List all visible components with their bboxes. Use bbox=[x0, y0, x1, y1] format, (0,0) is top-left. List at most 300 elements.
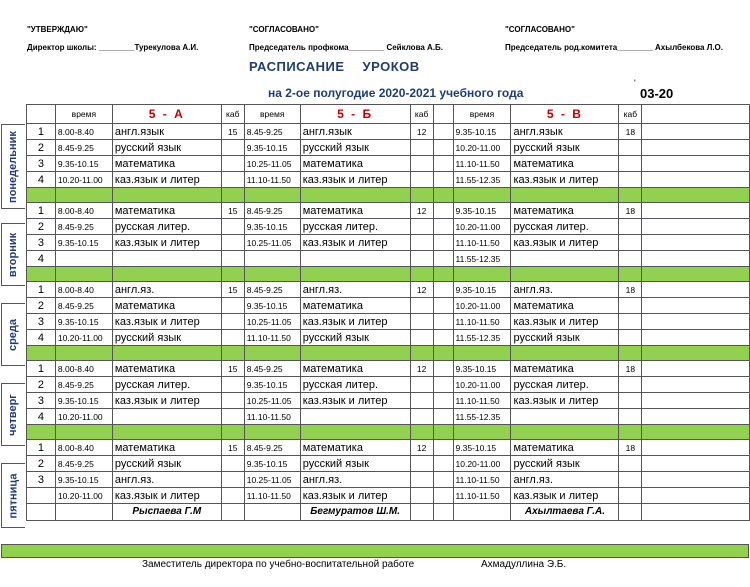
time-a: 8.45-9.25 bbox=[55, 298, 112, 314]
lesson-row bbox=[27, 124, 750, 140]
lesson-number: 4 bbox=[27, 251, 56, 267]
separator-cell bbox=[27, 346, 56, 361]
lesson-row bbox=[27, 172, 750, 188]
subject-a: каз.язык и литер bbox=[112, 488, 221, 504]
gap bbox=[433, 156, 453, 172]
room-b bbox=[410, 140, 433, 156]
separator-cell bbox=[55, 346, 112, 361]
separator-cell bbox=[27, 267, 56, 282]
lesson-row bbox=[27, 251, 750, 267]
room-c bbox=[619, 156, 642, 172]
subject-a: каз.язык и литер bbox=[112, 235, 221, 251]
room-b bbox=[410, 330, 433, 346]
subject-c: англ.яз. bbox=[511, 282, 619, 298]
subject-c: математика bbox=[511, 203, 619, 219]
subject-b: математика bbox=[300, 156, 410, 172]
room-a: 15 bbox=[221, 124, 244, 140]
end bbox=[642, 203, 750, 219]
room-c bbox=[619, 314, 642, 330]
separator-cell bbox=[453, 346, 511, 361]
subject-c: каз.язык и литер bbox=[511, 314, 619, 330]
gap bbox=[433, 298, 453, 314]
separator-cell bbox=[300, 346, 410, 361]
header-class-c: 5 - В bbox=[511, 105, 619, 124]
subject-b: русский язык bbox=[300, 330, 410, 346]
document-code: 03-20 bbox=[640, 86, 674, 101]
footer-name: Ахмадуллина Э.Б. bbox=[481, 559, 567, 570]
time-c: 10.20-11.00 bbox=[453, 219, 511, 235]
subject-a: русский язык bbox=[112, 330, 221, 346]
end bbox=[642, 156, 750, 172]
time-b: 10.25-11.05 bbox=[244, 472, 300, 488]
header-room-b: каб bbox=[410, 105, 433, 124]
room-c: 18 bbox=[619, 124, 642, 140]
end bbox=[642, 409, 750, 425]
separator-cell bbox=[619, 267, 642, 282]
room-b bbox=[410, 298, 433, 314]
agree1-name: Сейклова А.Б. bbox=[386, 43, 444, 52]
separator-cell bbox=[619, 346, 642, 361]
separator-cell bbox=[433, 425, 453, 440]
time-c: 11.10-11.50 bbox=[453, 314, 511, 330]
room-a bbox=[221, 140, 244, 156]
subject-b bbox=[300, 409, 410, 425]
end bbox=[642, 377, 750, 393]
subject-b: русский язык bbox=[300, 456, 410, 472]
room-b bbox=[410, 156, 433, 172]
lesson-row bbox=[27, 472, 750, 488]
lesson-number: 2 bbox=[27, 456, 56, 472]
room-a bbox=[221, 330, 244, 346]
separator-cell bbox=[244, 346, 300, 361]
signature-b: Бегмуратов Ш.М. bbox=[300, 504, 410, 521]
time-b: 9.35-10.15 bbox=[244, 298, 300, 314]
lesson-number: 3 bbox=[27, 156, 56, 172]
separator-cell bbox=[221, 188, 244, 203]
separator-cell bbox=[244, 188, 300, 203]
separator-cell bbox=[619, 425, 642, 440]
subject-a bbox=[112, 409, 221, 425]
room-b: 12 bbox=[410, 440, 433, 456]
room-a bbox=[221, 219, 244, 235]
lesson-number: 2 bbox=[27, 140, 56, 156]
lesson-number: 3 bbox=[27, 472, 56, 488]
approve-name: Турекулова А.И. bbox=[134, 43, 199, 52]
day-label-thu: четверг bbox=[7, 393, 20, 436]
time-b: 10.25-11.05 bbox=[244, 314, 300, 330]
lesson-number: 3 bbox=[27, 235, 56, 251]
separator-cell bbox=[112, 267, 221, 282]
subject-c: русский язык bbox=[511, 140, 619, 156]
day-separator bbox=[27, 188, 750, 203]
time-a bbox=[55, 251, 112, 267]
room-c bbox=[619, 140, 642, 156]
room-b bbox=[410, 251, 433, 267]
subject-c: каз.язык и литер bbox=[511, 393, 619, 409]
time-a: 9.35-10.15 bbox=[55, 235, 112, 251]
lesson-row bbox=[27, 203, 750, 219]
signature-row bbox=[27, 504, 750, 521]
time-b: 10.25-11.05 bbox=[244, 235, 300, 251]
footer-role: Заместитель директора по учебно-воспитательной работе bbox=[142, 559, 415, 570]
time-b: 8.45-9.25 bbox=[244, 203, 300, 219]
end bbox=[642, 172, 750, 188]
separator-cell bbox=[511, 425, 619, 440]
time-b: 11.10-11.50 bbox=[244, 330, 300, 346]
subject-c: математика bbox=[511, 156, 619, 172]
signature-a: Рыспаева Г.М bbox=[112, 504, 221, 521]
lesson-number: 1 bbox=[27, 203, 56, 219]
room-c bbox=[619, 330, 642, 346]
subject-c bbox=[511, 251, 619, 267]
end bbox=[642, 488, 750, 504]
agree1-title: "СОГЛАСОВАНО" bbox=[249, 25, 319, 34]
room-b: 12 bbox=[410, 282, 433, 298]
room-a bbox=[221, 235, 244, 251]
subject-b: каз.язык и литер bbox=[300, 488, 410, 504]
lesson-number: 1 bbox=[27, 440, 56, 456]
header-time-c: время bbox=[453, 105, 511, 124]
header-empty-end bbox=[642, 105, 750, 124]
lesson-row bbox=[27, 298, 750, 314]
separator-cell bbox=[221, 425, 244, 440]
gap bbox=[433, 393, 453, 409]
lesson-number: 4 bbox=[27, 330, 56, 346]
subject-a: математика bbox=[112, 203, 221, 219]
separator-cell bbox=[244, 425, 300, 440]
room-a: 15 bbox=[221, 282, 244, 298]
subject-a: каз.язык и литер bbox=[112, 314, 221, 330]
time-c: 10.20-11.00 bbox=[453, 456, 511, 472]
time-c: 11.55-12.35 bbox=[453, 251, 511, 267]
end bbox=[642, 361, 750, 377]
room-c bbox=[619, 377, 642, 393]
subject-a: русский язык bbox=[112, 140, 221, 156]
gap bbox=[433, 282, 453, 298]
subject-a: англ.яз. bbox=[112, 282, 221, 298]
gap bbox=[433, 330, 453, 346]
lesson-number: 2 bbox=[27, 219, 56, 235]
lesson-row bbox=[27, 330, 750, 346]
separator-cell bbox=[453, 425, 511, 440]
gap bbox=[433, 440, 453, 456]
approve-role: Директор школы: bbox=[27, 43, 97, 52]
lesson-row bbox=[27, 377, 750, 393]
time-b: 10.25-11.05 bbox=[244, 156, 300, 172]
lesson-row bbox=[27, 282, 750, 298]
room-a bbox=[221, 314, 244, 330]
room-a: 15 bbox=[221, 361, 244, 377]
approve-title: "УТВЕРЖДАЮ" bbox=[27, 25, 88, 34]
title-word-1: РАСПИСАНИЕ bbox=[249, 59, 345, 74]
room-b: 12 bbox=[410, 361, 433, 377]
gap bbox=[433, 409, 453, 425]
time-c: 11.10-11.50 bbox=[453, 472, 511, 488]
subject-b: математика bbox=[300, 361, 410, 377]
room-c bbox=[619, 456, 642, 472]
subject-b: математика bbox=[300, 440, 410, 456]
time-a: 10.20-11.00 bbox=[55, 330, 112, 346]
lesson-row bbox=[27, 156, 750, 172]
separator-cell bbox=[300, 425, 410, 440]
day-separator bbox=[27, 267, 750, 282]
subject-c: русская литер. bbox=[511, 377, 619, 393]
subject-a bbox=[112, 251, 221, 267]
lesson-row bbox=[27, 488, 750, 504]
end bbox=[642, 235, 750, 251]
subject-a: математика bbox=[112, 361, 221, 377]
time-a: 8.00-8.40 bbox=[55, 203, 112, 219]
time-b: 9.35-10.15 bbox=[244, 140, 300, 156]
room-c: 18 bbox=[619, 440, 642, 456]
separator-cell bbox=[410, 425, 433, 440]
separator-cell bbox=[433, 346, 453, 361]
lesson-row bbox=[27, 456, 750, 472]
lesson-number: 1 bbox=[27, 282, 56, 298]
page-title bbox=[249, 59, 420, 74]
time-b: 8.45-9.25 bbox=[244, 282, 300, 298]
gap bbox=[433, 456, 453, 472]
lesson-row bbox=[27, 219, 750, 235]
time-b: 11.10-11.50 bbox=[244, 409, 300, 425]
room-c bbox=[619, 472, 642, 488]
separator-cell bbox=[27, 188, 56, 203]
room-a bbox=[221, 393, 244, 409]
time-b: 8.45-9.25 bbox=[244, 124, 300, 140]
time-a: 9.35-10.15 bbox=[55, 314, 112, 330]
gap bbox=[433, 361, 453, 377]
end bbox=[642, 298, 750, 314]
subject-a: каз.язык и литер bbox=[112, 172, 221, 188]
time-c: 11.10-11.50 bbox=[453, 488, 511, 504]
time-c: 9.35-10.15 bbox=[453, 440, 511, 456]
title-word-2: УРОКОВ bbox=[362, 59, 420, 74]
subject-a: математика bbox=[112, 298, 221, 314]
room-c bbox=[619, 219, 642, 235]
room-b bbox=[410, 377, 433, 393]
subject-c: русский язык bbox=[511, 456, 619, 472]
separator-cell bbox=[112, 425, 221, 440]
agree2-title: "СОГЛАСОВАНО" bbox=[505, 25, 575, 34]
room-c: 18 bbox=[619, 282, 642, 298]
subject-a: англ.яз. bbox=[112, 472, 221, 488]
end bbox=[642, 330, 750, 346]
end bbox=[642, 472, 750, 488]
room-a: 15 bbox=[221, 440, 244, 456]
time-b: 9.35-10.15 bbox=[244, 456, 300, 472]
room-a: 15 bbox=[221, 203, 244, 219]
separator-cell bbox=[112, 188, 221, 203]
room-a bbox=[221, 409, 244, 425]
room-b bbox=[410, 393, 433, 409]
subject-c: каз.язык и литер bbox=[511, 172, 619, 188]
gap bbox=[433, 472, 453, 488]
room-b bbox=[410, 488, 433, 504]
gap bbox=[433, 377, 453, 393]
subject-c: русский язык bbox=[511, 330, 619, 346]
time-b: 9.35-10.15 bbox=[244, 219, 300, 235]
separator-cell bbox=[27, 425, 56, 440]
subject-b: русская литер. bbox=[300, 377, 410, 393]
header-time-a: время bbox=[55, 105, 112, 124]
subject-a: русская литер. bbox=[112, 377, 221, 393]
time-c: 9.35-10.15 bbox=[453, 361, 511, 377]
gap bbox=[433, 314, 453, 330]
subject-b: каз.язык и литер bbox=[300, 314, 410, 330]
separator-cell bbox=[619, 188, 642, 203]
lesson-number: 3 bbox=[27, 393, 56, 409]
room-b bbox=[410, 456, 433, 472]
time-c: 10.20-11.00 bbox=[453, 377, 511, 393]
subject-b: англ.яз. bbox=[300, 282, 410, 298]
room-c bbox=[619, 235, 642, 251]
lesson-number: 4 bbox=[27, 172, 56, 188]
time-a: 8.00-8.40 bbox=[55, 361, 112, 377]
time-a: 10.20-11.00 bbox=[55, 172, 112, 188]
time-a: 9.35-10.15 bbox=[55, 156, 112, 172]
room-c bbox=[619, 251, 642, 267]
end bbox=[642, 393, 750, 409]
header-time-b: время bbox=[244, 105, 300, 124]
time-c: 10.20-11.00 bbox=[453, 140, 511, 156]
separator-cell bbox=[642, 188, 750, 203]
room-c bbox=[619, 393, 642, 409]
time-c: 9.35-10.15 bbox=[453, 203, 511, 219]
lesson-number: 2 bbox=[27, 377, 56, 393]
subject-b: англ.язык bbox=[300, 124, 410, 140]
time-c: 9.35-10.15 bbox=[453, 124, 511, 140]
time-c: 11.10-11.50 bbox=[453, 156, 511, 172]
time-b: 10.25-11.05 bbox=[244, 393, 300, 409]
page-subtitle: на 2-ое полугодие 2020-2021 учебного года bbox=[268, 86, 524, 100]
lesson-row bbox=[27, 140, 750, 156]
separator-cell bbox=[55, 267, 112, 282]
separator-cell bbox=[453, 188, 511, 203]
room-b: 12 bbox=[410, 124, 433, 140]
header-row bbox=[27, 105, 750, 124]
lesson-number: 2 bbox=[27, 298, 56, 314]
time-a: 9.35-10.15 bbox=[55, 472, 112, 488]
separator-cell bbox=[511, 346, 619, 361]
subject-b: каз.язык и литер bbox=[300, 172, 410, 188]
lesson-number: 3 bbox=[27, 314, 56, 330]
time-c: 11.55-12.35 bbox=[453, 409, 511, 425]
room-a bbox=[221, 488, 244, 504]
subject-b bbox=[300, 251, 410, 267]
room-c: 18 bbox=[619, 361, 642, 377]
lesson-row bbox=[27, 440, 750, 456]
room-c: 18 bbox=[619, 203, 642, 219]
time-c: 11.55-12.35 bbox=[453, 330, 511, 346]
agree2-role: Председатель род.комитета bbox=[505, 43, 618, 52]
room-b bbox=[410, 472, 433, 488]
time-a: 10.20-11.00 bbox=[55, 488, 112, 504]
header-empty-gap bbox=[433, 105, 453, 124]
separator-cell bbox=[112, 346, 221, 361]
time-a: 8.00-8.40 bbox=[55, 124, 112, 140]
day-label-fri: пятница bbox=[7, 473, 19, 518]
time-c: 11.55-12.35 bbox=[453, 172, 511, 188]
time-a: 10.20-11.00 bbox=[55, 409, 112, 425]
separator-cell bbox=[642, 425, 750, 440]
end bbox=[642, 251, 750, 267]
gap bbox=[433, 219, 453, 235]
day-label-mon: понедельник bbox=[7, 130, 20, 203]
end bbox=[642, 456, 750, 472]
room-a bbox=[221, 456, 244, 472]
separator-cell bbox=[300, 267, 410, 282]
subject-c: математика bbox=[511, 298, 619, 314]
gap bbox=[433, 140, 453, 156]
gap bbox=[433, 172, 453, 188]
bottom-separator bbox=[1, 544, 749, 558]
subject-c bbox=[511, 409, 619, 425]
separator-cell bbox=[221, 346, 244, 361]
room-a bbox=[221, 251, 244, 267]
subject-b: каз.язык и литер bbox=[300, 235, 410, 251]
end bbox=[642, 440, 750, 456]
time-c: 10.20-11.00 bbox=[453, 298, 511, 314]
end bbox=[642, 314, 750, 330]
agree1-blank: ________ bbox=[348, 43, 385, 52]
subject-c: англ.язык bbox=[511, 124, 619, 140]
gap bbox=[433, 124, 453, 140]
end bbox=[642, 140, 750, 156]
lesson-number: 1 bbox=[27, 361, 56, 377]
subject-a: англ.язык bbox=[112, 124, 221, 140]
time-c: 11.10-11.50 bbox=[453, 235, 511, 251]
gap bbox=[433, 203, 453, 219]
day-separator bbox=[27, 346, 750, 361]
time-a: 9.35-10.15 bbox=[55, 393, 112, 409]
lesson-number: 4 bbox=[27, 409, 56, 425]
time-c: 9.35-10.15 bbox=[453, 282, 511, 298]
room-a bbox=[221, 472, 244, 488]
separator-cell bbox=[410, 188, 433, 203]
time-b: 11.10-11.50 bbox=[244, 172, 300, 188]
separator-cell bbox=[55, 425, 112, 440]
approve-line bbox=[27, 43, 198, 52]
time-a: 8.00-8.40 bbox=[55, 440, 112, 456]
subject-b: русская литер. bbox=[300, 219, 410, 235]
schedule-table bbox=[26, 104, 750, 521]
time-a: 8.45-9.25 bbox=[55, 456, 112, 472]
header-empty bbox=[27, 105, 56, 124]
room-b bbox=[410, 409, 433, 425]
subject-b: русский язык bbox=[300, 140, 410, 156]
gap bbox=[433, 251, 453, 267]
room-b bbox=[410, 219, 433, 235]
separator-cell bbox=[433, 188, 453, 203]
room-c bbox=[619, 298, 642, 314]
subject-a: математика bbox=[112, 156, 221, 172]
room-a bbox=[221, 377, 244, 393]
header-room-a: каб bbox=[221, 105, 244, 124]
agree1-line bbox=[249, 43, 443, 52]
schedule-body bbox=[27, 124, 750, 504]
separator-cell bbox=[453, 267, 511, 282]
time-c: 11.10-11.50 bbox=[453, 393, 511, 409]
time-b: 9.35-10.15 bbox=[244, 377, 300, 393]
gap bbox=[433, 235, 453, 251]
subject-a: математика bbox=[112, 440, 221, 456]
time-a: 8.45-9.25 bbox=[55, 377, 112, 393]
time-a: 8.45-9.25 bbox=[55, 219, 112, 235]
room-a bbox=[221, 156, 244, 172]
day-separator bbox=[27, 425, 750, 440]
time-b: 8.45-9.25 bbox=[244, 440, 300, 456]
time-a: 8.45-9.25 bbox=[55, 140, 112, 156]
